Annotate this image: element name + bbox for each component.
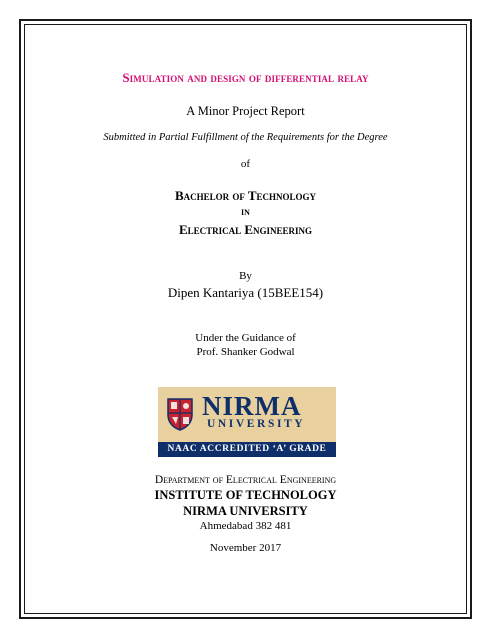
by-text: By — [239, 270, 252, 282]
report-date: November 2017 — [209, 542, 282, 554]
logo-subname: UNIVERSITY — [207, 418, 306, 430]
degree-line-1: Bachelor of Technology — [174, 188, 317, 203]
report-title: Simulation and design of differential relay — [122, 70, 369, 85]
university-logo — [158, 387, 336, 457]
crest-icon — [166, 397, 194, 431]
department-name: Department of Electrical Engineering — [154, 474, 337, 486]
logo-name: NIRMA — [202, 391, 302, 421]
university-name: NIRMA UNIVERSITY — [183, 504, 308, 518]
guidance-label: Under the Guidance of — [195, 332, 296, 344]
degree-line-3: Electrical Engineering — [178, 222, 313, 237]
author-name: Dipen Kantariya (15BEE154) — [167, 285, 324, 300]
institute-name: INSTITUTE OF TECHNOLOGY — [154, 488, 337, 502]
guide-name: Prof. Shanker Godwal — [196, 346, 295, 358]
report-type: A Minor Project Report — [186, 104, 305, 118]
of-text: of — [240, 158, 251, 170]
accreditation-banner: NAAC ACCREDITED ‘A’ GRADE — [158, 442, 336, 457]
city-address: Ahmedabad 382 481 — [199, 520, 292, 532]
degree-line-2: in — [241, 206, 250, 218]
submission-statement: Submitted in Partial Fulfillment of the Requirements for the Degree — [103, 132, 388, 143]
